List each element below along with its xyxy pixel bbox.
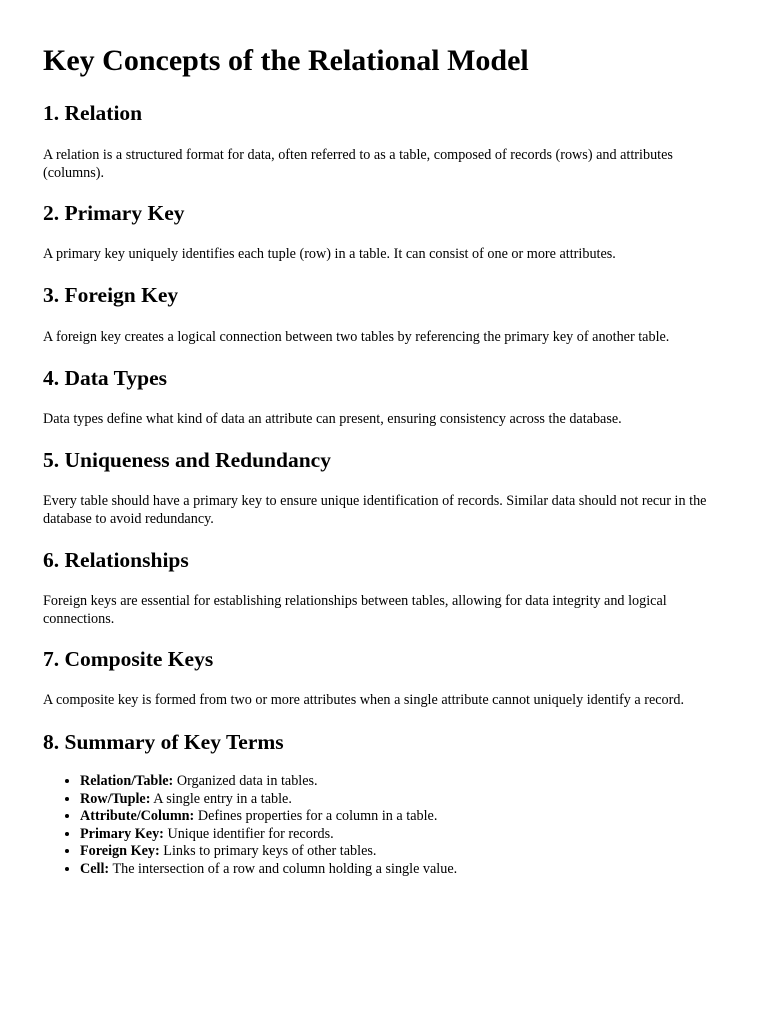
section-heading-data-types: 4. Data Types: [43, 366, 168, 390]
section-heading-relationships: 6. Relationships: [43, 548, 189, 572]
section-heading-summary: 8. Summary of Key Terms: [43, 730, 284, 754]
section-heading-uniqueness: 5. Uniqueness and Redundancy: [43, 448, 331, 472]
list-item: [80, 861, 457, 879]
section-heading-foreign-key: 3. Foreign Key: [43, 283, 179, 307]
section-text-primary-key: A primary key uniquely identifies each tuple (row) in a table. It can consist of one or more attributes.: [43, 246, 616, 262]
page-title: Key Concepts of the Relational Model: [43, 44, 529, 77]
term-name: Primary Key:: [80, 825, 164, 842]
section-text-foreign-key: A foreign key creates a logical connection between two tables by referencing the primary key of another table.: [43, 329, 670, 345]
summary-term-list: [43, 773, 457, 878]
list-item: [80, 808, 457, 826]
list-item: [80, 826, 457, 844]
term-name: Foreign Key:: [80, 843, 160, 859]
section-text-uniqueness: Every table should have a primary key to ensure unique identification of records. Similar data should not recur in the database to avoid redundancy.: [43, 493, 707, 527]
term-definition: Unique identifier for records.: [163, 825, 334, 842]
list-item: [80, 773, 457, 791]
term-definition: A single entry in a table.: [150, 790, 292, 807]
section-heading-composite-keys: 7. Composite Keys: [43, 647, 214, 671]
term-name: Row/Tuple:: [80, 790, 151, 807]
section-heading-primary-key: 2. Primary Key: [43, 201, 185, 225]
list-item: [80, 843, 457, 861]
section-heading-relation: 1. Relation: [43, 101, 143, 125]
section-text-relationships: Foreign keys are essential for establishing relationships between tables, allowing for data integrity and logical connections.: [43, 593, 667, 627]
term-definition: Organized data in tables.: [173, 773, 318, 789]
term-name: Cell:: [80, 860, 110, 877]
term-definition: The intersection of a row and column holding a single value.: [109, 860, 458, 877]
term-definition: Links to primary keys of other tables.: [159, 843, 377, 859]
term-definition: Defines properties for a column in a table.: [194, 808, 438, 824]
term-name: Relation/Table:: [80, 773, 174, 789]
section-text-data-types: Data types define what kind of data an attribute can present, ensuring consistency across the database.: [43, 411, 622, 427]
list-item: [80, 791, 457, 809]
term-name: Attribute/Column:: [80, 808, 195, 824]
section-text-composite-keys: A composite key is formed from two or more attributes when a single attribute cannot uniquely identify a record.: [43, 692, 685, 708]
section-text-relation: A relation is a structured format for data, often referred to as a table, composed of records (rows) and attributes (columns).: [43, 147, 673, 181]
